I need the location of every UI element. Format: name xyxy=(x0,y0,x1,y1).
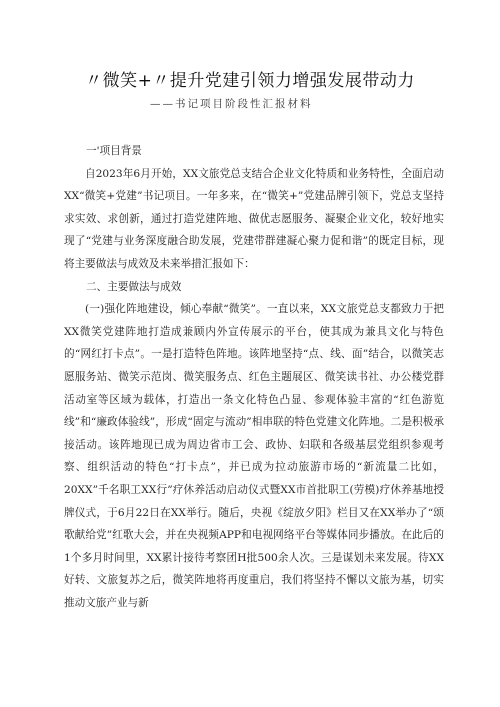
section-heading-background: 一'项目背景 xyxy=(86,145,142,157)
section-heading-practices: 二、主要做法与成效 xyxy=(86,280,182,293)
document-body xyxy=(64,140,444,614)
paragraph-practices: (一)强化阵地建设，倾心奉献“微笑”。一直以来，XX文旅党总支都致力于把XX微笑党建阵地打造成兼顾内外宣传展示的平台，使其成为兼具文化与特色的“网红打卡点”。一是打造特色阵地。该阵地坚持“点、线、面”结合，以微笑志愿服务站、微笑示范岗、微笑服务点、红色主题展区、微笑读书社、办公楼党群活动室等区域为载体，打造出一条文化特色凸显、参观体验丰富的“红色游览线”和“廉政体验线”，形成“固定与流动”相串联的特色党建文化阵地。二是积极承接活动。该阵地现已成为周边省市工会、政协、妇联和各级基层党组织参观考察、组织活动的特色“打卡点”，并已成为拉动旅游市场的“新流量二比如，20XX”千名职工XX行”疗休养活动启动仪式暨XX市首批职工(劳模)疗休养基地授牌仪式，于6月22日在XX举行。随后，央视《绽放夕阳》栏目又在XX举办了“颂歌献给党”红歌大会，并在央视频APP和电视网络平台等媒体同步播放。在此后的1个多月时间里，XX累计接待考察团H批500余人次。三是谋划未来发展。待XX好转、文旅复苏之后，微笑阵地将再度重启，我们将坚持不懈以文旅为基，切实推动文旅产业与新 xyxy=(64,303,444,609)
paragraph-background: 自2023年6月开始，XX文旅党总支结合企业文化特质和业务特性，全面启动XX“微笑+党建”书记项目。一年多来，在“微笑+”党建品牌引领下，党总支坚持求实效、求创新，通过打造党建阵地、做优志愿服务、凝聚企业文化，较好地实现了“党建与业务深度融合助发展，党建带群建凝心聚力促和谐”的既定目标，现将主要做法与成效及未来举措汇报如下： xyxy=(64,167,444,270)
document-subtitle: ——书记项目阶段性汇报材料 xyxy=(150,98,313,110)
document-title: 〃微笑+〃提升党建引领力增强发展带动力 xyxy=(85,71,415,91)
